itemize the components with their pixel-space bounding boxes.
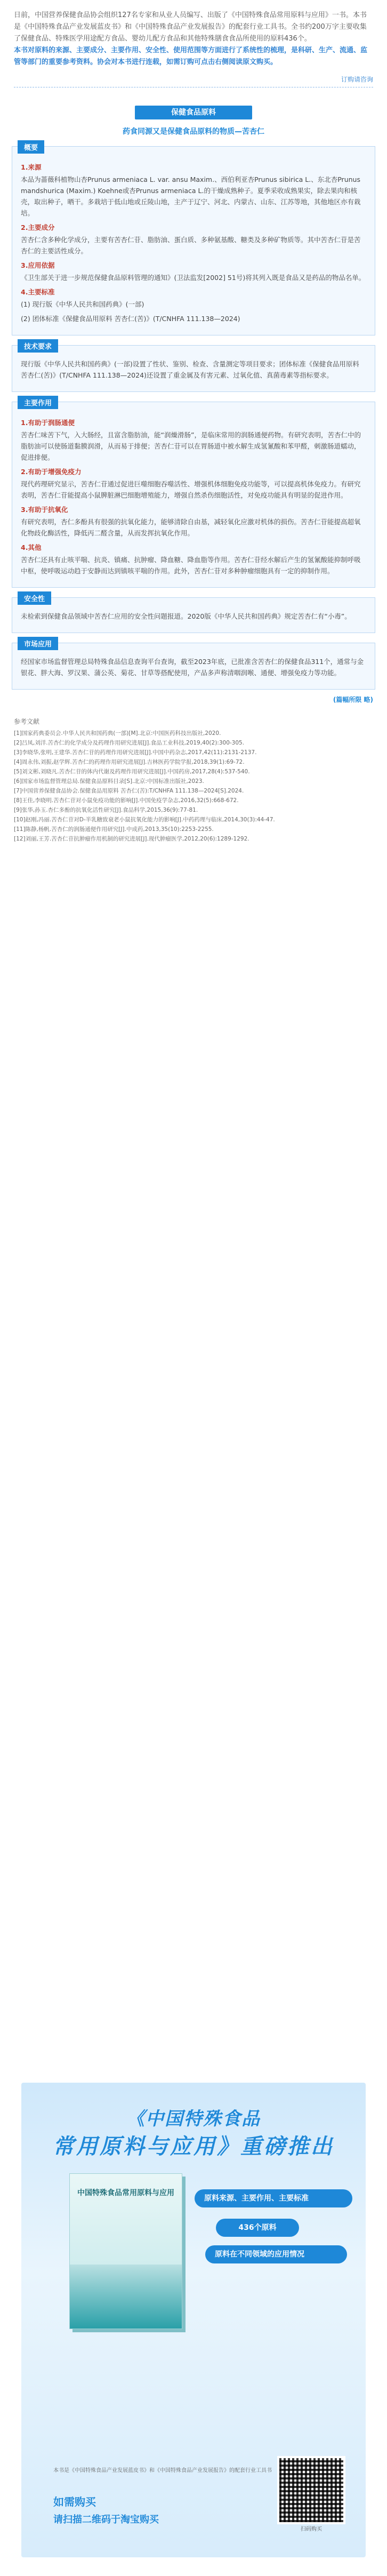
reference-item: [12]刘丽,王芳.苦杏仁苷抗肿瘤作用机制的研究进展[J].现代肿瘤医学,2012,20(6):1289-1292.	[14, 836, 249, 842]
heading-effect-2: 2.有助于增强免疫力	[21, 468, 82, 476]
intro	[0, 0, 387, 68]
heading-composition: 2.主要成分	[21, 223, 55, 231]
feature-pill-count: 436个原料	[216, 2219, 299, 2237]
overview-tag: 概要	[18, 140, 44, 154]
tech-tag: 技术要求	[18, 339, 58, 353]
heading-source: 1.来源	[21, 163, 42, 171]
section-banner: 保健食品原料	[135, 106, 252, 119]
order-note[interactable]: 订购请咨询	[14, 75, 373, 87]
paragraph-effect-2: 现代药理研究显示，苦杏仁苷通过促进巨噬细胞吞噬活性、增强机体细胞免疫功能等，可以提高机体免疫力。有研究表明，苦杏仁苷能提高小鼠脾脏淋巴细胞增殖能力，增强自然杀伤细胞活性，对免疫功能具有明显的促进作用。	[21, 480, 361, 499]
feature-pill-application: 原料在不同领域的应用情况	[205, 2245, 347, 2263]
ad-footnote: 本书是《中国特殊食品产业发展蓝皮书》和《中国特殊食品产业发展报告》的配套行业工具书	[53, 2468, 272, 2474]
main-effects-tag: 主要作用	[18, 396, 58, 409]
overview-box	[12, 146, 375, 335]
reference-item: [7]中国营养保健食品协会.保健食品用原料 苦杏仁(苦):T/CNHFA 111.138—2024[S].2024.	[14, 788, 244, 794]
intro-paragraph-1: 日前，中国营养保健食品协会组织127名专家和从业人员编写、出版了《中国特殊食品常用原料与应用》一书。本书是《中国特殊食品产业发展蓝皮书》和《中国特殊食品产业发展报告》的配套行业工具书。全书约200万字主要收集了保健食品、特殊医学用途配方食品、婴幼儿配方食品和其他特殊膳食食品所使用的原料436个。	[14, 11, 367, 43]
reference-item: [5]刘文彬,刘晓凡.苦杏仁苷的体内代谢及药理作用研究进展[J].中国药房,2017,28(4):537-540.	[14, 769, 250, 775]
paragraph-market: 经国家市场监督管理总局特殊食品信息查询平台查询，截至2023年底，已批准含苦杏仁的保健食品311个，通常与金银花、胖大海、罗汉果、蒲公英、菊花、甘草等搭配使用，产品多声称清咽润喉、通便、增强免疫力等功能。	[21, 658, 364, 677]
article-subtitle: 药食同源又是保健食品原料的物质—苦杏仁	[123, 127, 264, 136]
ad-title-line-1: 《中国特殊食品	[126, 2108, 261, 2130]
heading-effect-4: 4.其他	[21, 543, 42, 551]
heading-effect-3: 3.有助于抗氧化	[21, 506, 68, 514]
paragraph-standard-a: (1) 现行版《中华人民共和国药典》(一部)	[21, 300, 144, 308]
safety-tag: 安全性	[18, 591, 51, 605]
book-cover-title: 中国特殊食品常用原料与应用	[77, 2189, 174, 2197]
paragraph-standard-b: (2) 团体标准《保健食品用原料 苦杏仁(苦)》(T/CNHFA 111.138—2024)	[21, 315, 240, 323]
main-effects-box	[12, 399, 375, 588]
paragraph-effect-4: 苦杏仁还具有止咳平喘、抗炎、镇痛、抗肿瘤、降血糖、降血脂等作用。苦杏仁苷经水解后产生的氢氰酸能抑制呼吸中枢，使呼吸运动趋于安静而达到镇咳平喘的作用。此外，苦杏仁苷对多种肿瘤细胞具有一定的抑制作用。	[21, 556, 361, 575]
qr-code-icon[interactable]	[277, 2456, 345, 2524]
intro-paragraph-2: 本书对原料的来源、主要成分、主要作用、安全性、使用范围等方面进行了系统性的梳理，是科研、生产、流通、监管等部门的重要参考资料。协会对本书进行连载，如需订购可点击右侧阅读原文购买。	[14, 46, 368, 66]
reference-item: [6]国家市场监督管理总局.保健食品原料目录[S].北京:中国标准出版社,2023.	[14, 778, 204, 785]
book-cover-graphic	[70, 2265, 182, 2329]
references-title: 参考文献	[14, 718, 40, 725]
paragraph-basis: 《卫生部关于进一步规范保健食品原料管理的通知》(卫法监发[2002] 51号)将其列入既是食品又是药品的物品名单。	[21, 274, 366, 282]
reference-item: [11]陈静,杨帆.苦杏仁的润肠通便作用研究[J].中成药,2013,35(10):2253-2255.	[14, 826, 214, 833]
feature-pill-content: 原料来源、主要作用、主要标准	[195, 2189, 352, 2207]
reference-item: [8]王佳,李晓明.苦杏仁苷对小鼠免疫功能的影响[J].中国免疫学杂志,2016,32(5):668-672.	[14, 797, 239, 804]
heading-basis: 3.应用依据	[21, 261, 55, 269]
reference-item: [4]周永伟,刘振,赵学辉.苦杏仁的药理作用研究进展[J].吉林医药学院学报,2018,39(1):69-72.	[14, 759, 245, 765]
paragraph-effect-3: 有研究表明，杏仁多酚具有很强的抗氧化能力，能够清除自由基，减轻氧化应激对机体的损伤。苦杏仁苷能提高超氧化物歧化酶活性，降低丙二醛含量，从而发挥抗氧化作用。	[21, 518, 361, 537]
reference-item: [1]国家药典委员会.中华人民共和国药典(一部)[M].北京:中国医药科技出版社,2020.	[14, 730, 221, 737]
book-cover	[69, 2173, 182, 2329]
paragraph-safety: 未检索到保健食品领域中苦杏仁应用的安全性问题报道。2020版《中华人民共和国药典》规定苦杏仁有“小毒”。	[21, 612, 351, 620]
safety-box	[12, 597, 375, 633]
heading-standards: 4.主要标准	[21, 288, 55, 296]
reference-item: [3]李晓华,张明,王建华.苦杏仁苷的药理作用研究进展[J].中国中药杂志,2017,42(11):2131-2137.	[14, 749, 257, 756]
omitted-note: (篇幅所限 略)	[333, 696, 373, 703]
references-list	[14, 729, 373, 844]
paragraph-source: 本品为蔷薇科植物山杏Prunus armeniaca L. var. ansu Maxim.、西伯利亚杏Prunus sibirica L.、东北杏Prunus mandshurica (Maxim.) Koehne或杏Prunus armeniaca L.的干燥成熟种子。夏季采收成熟果实，除去果肉和核壳，取出种子，晒干。多栽培于低山地或丘陵山地，主产于辽宁、河北、内蒙古、山东、江苏等地，其他地区亦有栽培。	[21, 175, 361, 217]
market-box	[12, 643, 375, 690]
ad-cta-line-1: 如需购买	[53, 2495, 96, 2508]
reference-item: [2]吕凤,刘洋.苦杏仁的化学成分及药理作用研究进展[J].食品工业科技,2019,40(2):300-305.	[14, 740, 245, 746]
market-tag: 市场应用	[18, 637, 58, 650]
book-ad[interactable]	[21, 2083, 366, 2557]
paragraph-composition: 苦杏仁含多种化学成分，主要有苦杏仁苷、脂肪油、蛋白质、多种氨基酸、糖类及多种矿物质等。其中苦杏仁苷是苦杏仁的主要活性成分。	[21, 236, 361, 255]
ad-title-line-2: 常用原料与应用》重磅推出	[53, 2134, 334, 2159]
reference-item: [10]赵刚,冯丽.苦杏仁苷对D-半乳糖致衰老小鼠抗氧化能力的影响[J].中药药理与临床,2014,30(3):44-47.	[14, 817, 275, 823]
ad-cta-line-2: 请扫描二维码于淘宝购买	[53, 2514, 159, 2525]
reference-item: [9]张华,孙玉.杏仁多酚的抗氧化活性研究[J].食品科学,2015,36(9):77-81.	[14, 807, 198, 813]
paragraph-effect-1: 苦杏仁味苦下气，入大肠经，且富含脂肪油，能“润燥滑肠”，是临床常用的润肠通便药物。有研究表明，苦杏仁中的脂肪油可以使肠道黏膜润滑，从而易于排便；苦杏仁苷可以在胃肠道中被水解生成氢氰酸和苯甲醛，刺激肠道蠕动，促进排便。	[21, 431, 361, 461]
qr-label: 扫码购买	[301, 2526, 322, 2532]
paragraph-tech: 现行版《中华人民共和国药典》(一部)设置了性状、鉴别、检查、含量测定等项目要求；团体标准《保健食品用原料 苦杏仁(苦)》(T/CNHFA 111.138—2024)还设置了重金属及有害元素、过氧化值、真菌毒素等指标要求。	[21, 360, 359, 379]
heading-effect-1: 1.有助于润肠通便	[21, 419, 75, 427]
tech-box	[12, 345, 375, 392]
